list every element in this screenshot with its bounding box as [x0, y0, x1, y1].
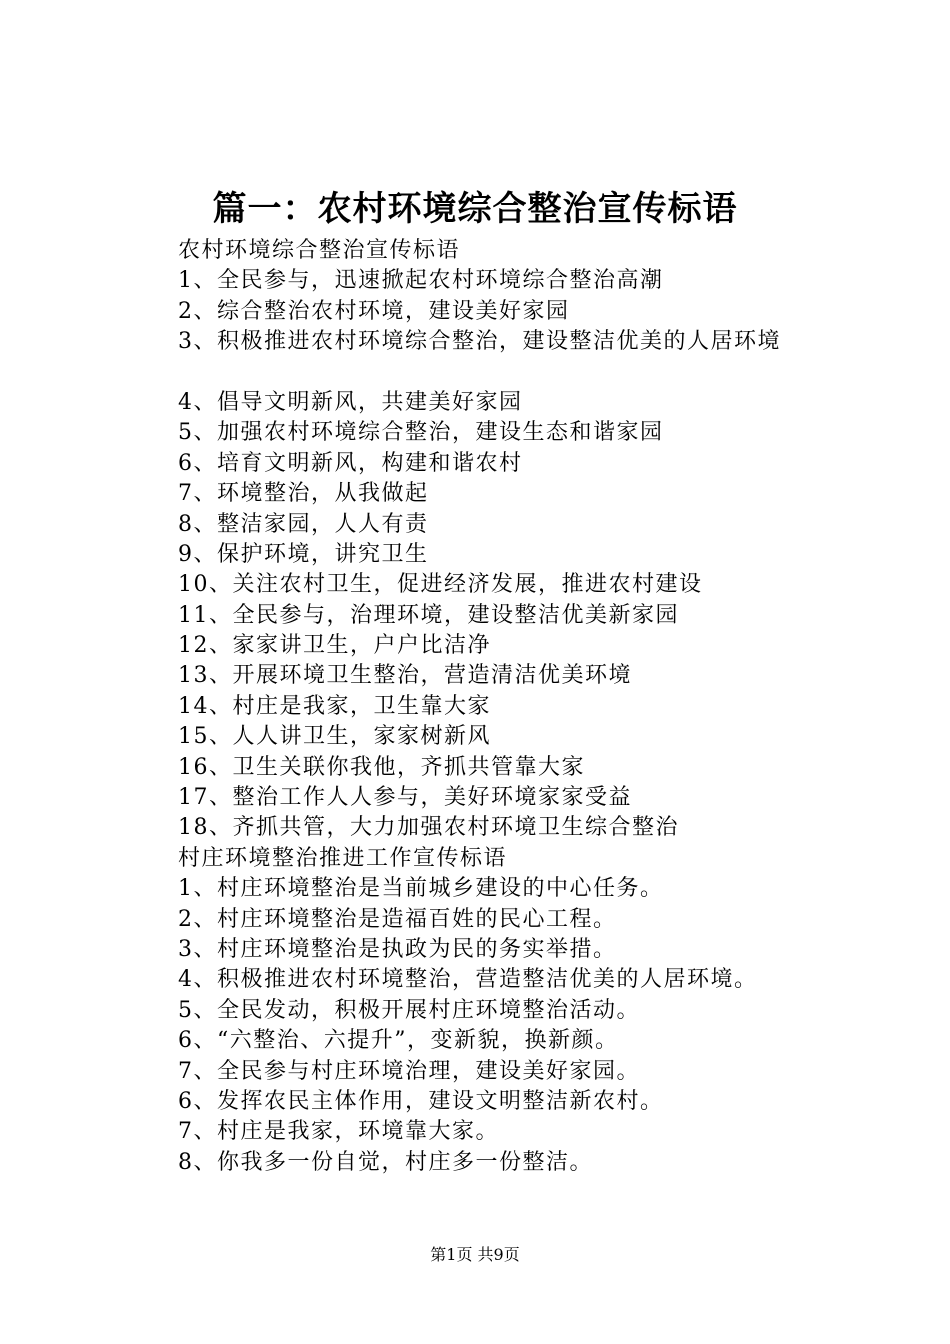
slogan-item: 4、积极推进农村环境整治，营造整洁优美的人居环境。	[178, 967, 758, 993]
slogan-item: 6、培育文明新风，构建和谐农村	[178, 450, 523, 476]
slogan-item: 18、齐抓共管，大力加强农村环境卫生综合整治	[178, 815, 679, 841]
slogan-item: 1、全民参与，迅速掀起农村环境综合整治高潮	[178, 268, 664, 294]
slogan-item: 16、卫生关联你我他，齐抓共管靠大家	[178, 754, 585, 780]
slogan-item: 17、整治工作人人参与，美好环境家家受益	[178, 785, 632, 811]
blank-line	[178, 358, 878, 388]
slogan-item: 12、家家讲卫生，户户比洁净	[178, 633, 491, 659]
slogan-item: 6、“六整治、六提升”，变新貌，换新颜。	[178, 1028, 619, 1054]
slogan-item: 6、发挥农民主体作用，建设文明整洁新农村。	[178, 1088, 664, 1114]
slogan-item: 8、整洁家园，人人有责	[178, 511, 429, 537]
slogan-item: 7、全民参与村庄环境治理，建设美好家园。	[178, 1058, 640, 1084]
slogan-item: 4、倡导文明新风，共建美好家园	[178, 389, 523, 415]
slogan-item: 9、保护环境，讲究卫生	[178, 541, 429, 567]
section-heading: 村庄环境整治推进工作宣传标语	[178, 845, 508, 871]
slogan-item: 1、村庄环境整治是当前城乡建设的中心任务。	[178, 876, 664, 902]
slogan-item: 15、人人讲卫生，家家树新风	[178, 724, 491, 750]
slogan-item: 14、村庄是我家，卫生靠大家	[178, 693, 491, 719]
slogan-item: 5、全民发动，积极开展村庄环境整治活动。	[178, 997, 640, 1023]
slogan-item: 5、加强农村环境综合整治，建设生态和谐家园	[178, 420, 664, 446]
slogan-item: 3、积极推进农村环境综合整治，建设整洁优美的人居环境	[178, 329, 781, 355]
slogan-item: 13、开展环境卫生整治，营造清洁优美环境	[178, 663, 632, 689]
slogan-item: 8、你我多一份自觉，村庄多一份整洁。	[178, 1149, 593, 1175]
slogan-item: 3、村庄环境整治是执政为民的务实举措。	[178, 936, 617, 962]
document-body	[178, 236, 878, 1178]
slogan-item: 7、村庄是我家，环境靠大家。	[178, 1119, 499, 1145]
page-title: 篇一：农村环境综合整治宣传标语	[212, 189, 738, 229]
slogan-item: 2、村庄环境整治是造福百姓的民心工程。	[178, 906, 617, 932]
slogan-item: 2、综合整治农村环境，建设美好家园	[178, 298, 570, 324]
section-heading: 农村环境综合整治宣传标语	[178, 238, 461, 263]
slogan-item: 7、环境整治，从我做起	[178, 481, 429, 507]
slogan-item: 10、关注农村卫生，促进经济发展，推进农村建设	[178, 572, 703, 598]
page-footer: 第1页 共9页	[430, 1245, 520, 1264]
slogan-item: 11、全民参与，治理环境，建设整洁优美新家园	[178, 602, 679, 628]
